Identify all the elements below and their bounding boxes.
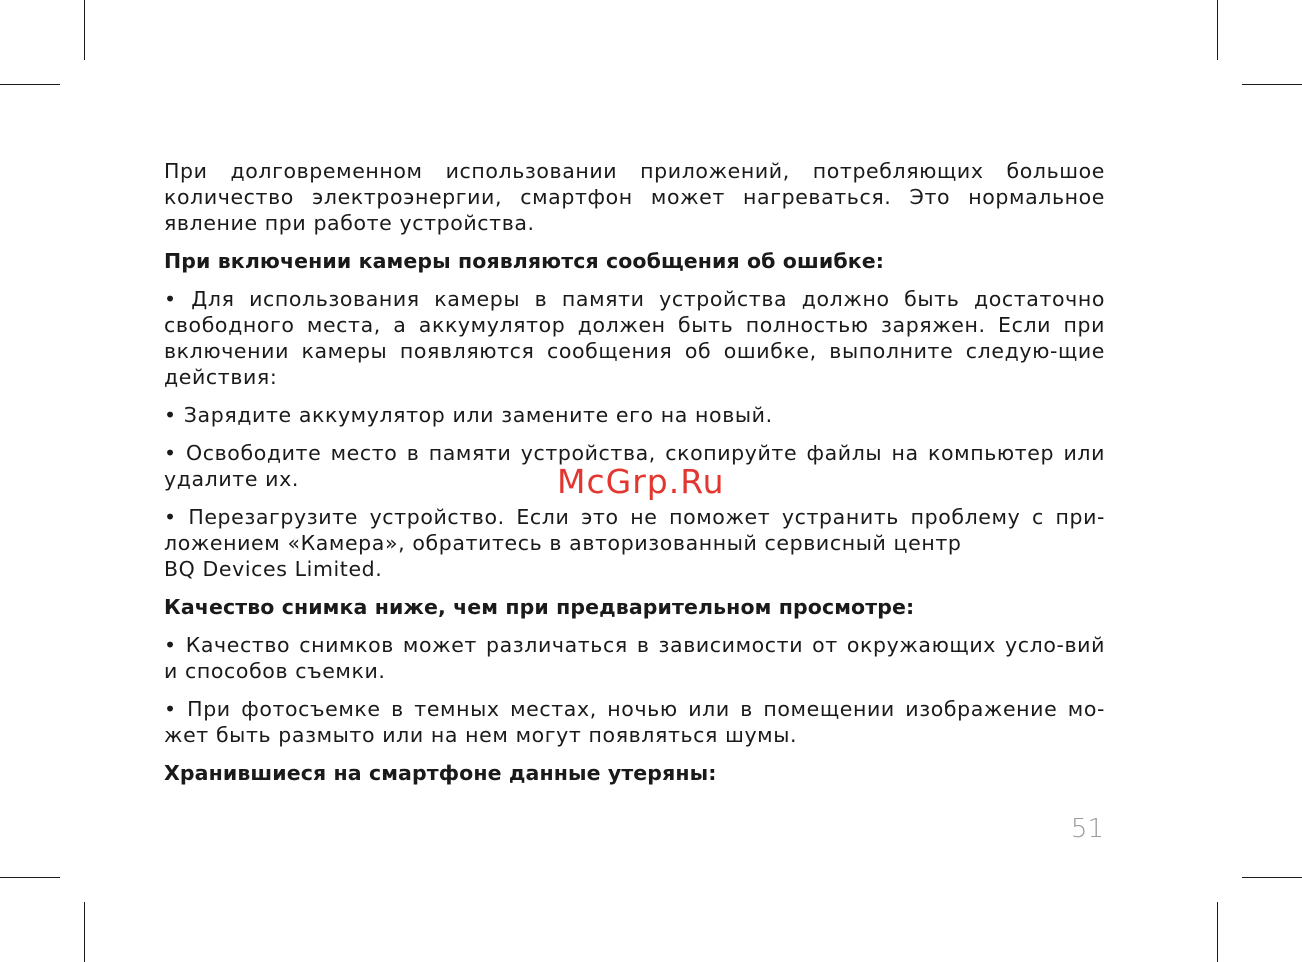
watermark-text: McGrp.Ru bbox=[557, 462, 725, 501]
bullet-free-memory: • Освободите место в памяти устройства, скопируйте файлы на компьютер или удалите их. bbox=[164, 441, 1105, 491]
crop-mark bbox=[1242, 84, 1302, 85]
bullet-restart bbox=[164, 504, 1105, 582]
heading-data-lost: Хранившиеся на смартфоне данные утеряны: bbox=[164, 761, 717, 785]
crop-mark bbox=[1217, 0, 1218, 60]
crop-mark bbox=[1242, 877, 1302, 878]
crop-mark bbox=[0, 877, 60, 878]
bullet-free-space: • Для использования камеры в памяти устройства должно быть достаточно свободного места, а аккумулятор должен быть полностью заряжен. Если при включении камеры появляются сообщения об ошибке, выполните следую-щие действия: bbox=[164, 287, 1105, 389]
bullet-charge-battery: • Зарядите аккумулятор или замените его на новый. bbox=[164, 403, 773, 427]
heading-image-quality: Качество снимка ниже, чем при предварительном просмотре: bbox=[164, 595, 915, 619]
page-number: 51 bbox=[1070, 814, 1104, 844]
service-center-name: BQ Devices Limited. bbox=[164, 557, 383, 581]
crop-mark bbox=[1217, 902, 1218, 962]
bullet-quality-varies: • Качество снимков может различаться в зависимости от окружающих усло-вий и способов съемки. bbox=[164, 633, 1105, 683]
bullet-restart-text: • Перезагрузите устройство. Если это не поможет устранить проблему с при-ложением «Камера», обратитесь в авторизованный сервисный центр bbox=[164, 505, 1105, 555]
heading-camera-errors: При включении камеры появляются сообщения об ошибке: bbox=[164, 249, 885, 273]
crop-mark bbox=[84, 902, 85, 962]
crop-mark bbox=[84, 0, 85, 60]
bullet-dark-noise: • При фотосъемке в темных местах, ночью или в помещении изображение мо-жет быть размыто или на нем могут появляться шумы. bbox=[164, 697, 1105, 747]
crop-mark bbox=[0, 84, 60, 85]
paragraph-overheating: При долговременном использовании приложений, потребляющих большое количество электроэнергии, смартфон может нагреваться. Это нормальное явление при работе устройства. bbox=[164, 159, 1105, 235]
